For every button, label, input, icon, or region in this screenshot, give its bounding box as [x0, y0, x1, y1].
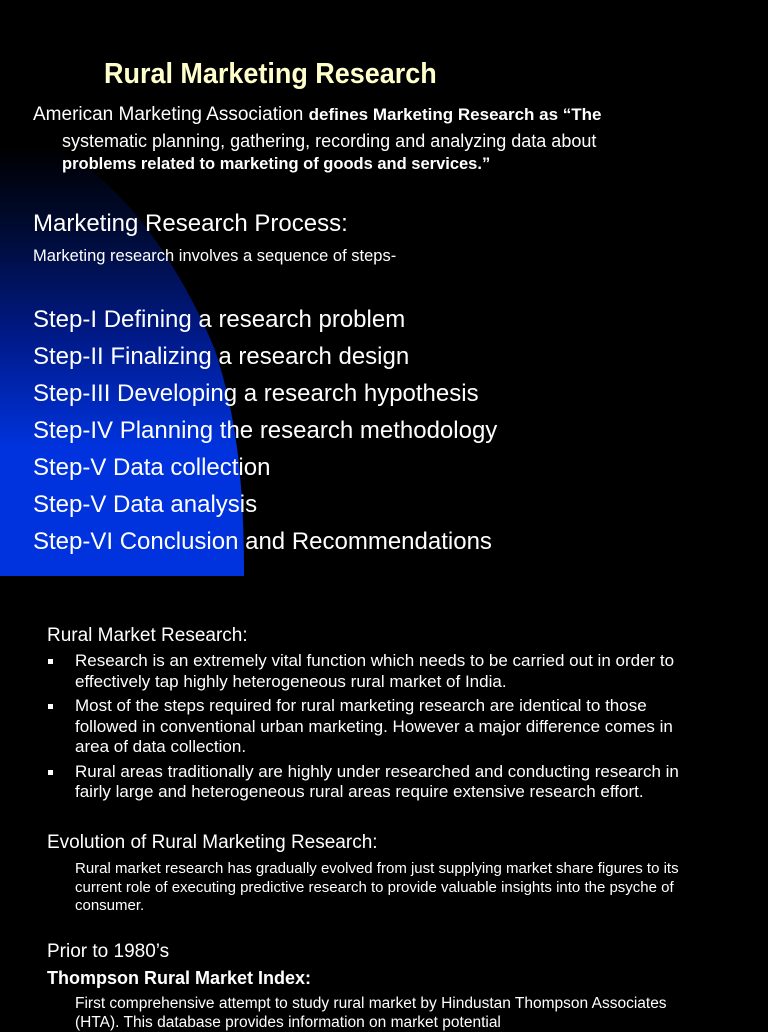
prior-heading: Prior to 1980’s [47, 941, 170, 962]
definition-line-3: problems related to marketing of goods and services.” [62, 155, 491, 173]
bullet-item [47, 696, 707, 758]
definition-lead-text: American Marketing Association [33, 104, 309, 125]
definition-quote-start: defines Marketing Research as “The [308, 105, 602, 124]
step-item: Step-I Defining a research problem [33, 306, 406, 333]
bullet-text: Most of the steps required for rural marketing research are identical to those followed in conventional urban marketing. However a major difference comes in area of data collection. [75, 696, 673, 756]
definition-line-1 [33, 104, 602, 126]
thompson-index-body: First comprehensive attempt to study rural market by Hindustan Thompson Associates (HTA). This database provides information on market potential [75, 995, 667, 1031]
rural-market-research-bullets [47, 651, 707, 807]
process-subheading: Marketing research involves a sequence of steps- [33, 247, 397, 265]
evolution-body: Rural market research has gradually evolved from just supplying market share figures to its current role of executing predictive research to provide valuable insights into the psyche of consumer. [75, 860, 679, 914]
step-item: Step-VI Conclusion and Recommendations [33, 528, 492, 555]
bullet-item [47, 762, 707, 803]
square-bullet-icon [48, 659, 53, 664]
bullet-text: Research is an extremely vital function which needs to be carried out in order to effectively tap highly heterogeneous rural market of India. [75, 651, 675, 691]
process-steps-list [33, 301, 497, 560]
rural-market-research-heading: Rural Market Research: [47, 625, 248, 646]
square-bullet-icon [48, 704, 53, 709]
step-item: Step-III Developing a research hypothesis [33, 380, 479, 407]
evolution-heading: Evolution of Rural Marketing Research: [47, 832, 378, 853]
step-item: Step-II Finalizing a research design [33, 343, 410, 370]
bullet-text: Rural areas traditionally are highly under researched and conducting research in fairly large and heterogeneous rural areas require extensive research effort. [75, 761, 679, 801]
thompson-index-heading: Thompson Rural Market Index: [47, 968, 312, 988]
page-title: Rural Marketing Research [104, 58, 437, 90]
square-bullet-icon [48, 770, 53, 775]
step-item: Step-V Data analysis [33, 491, 258, 518]
process-heading: Marketing Research Process: [33, 210, 348, 237]
step-item: Step-V Data collection [33, 454, 271, 481]
bullet-item [47, 651, 707, 692]
definition-line-2: systematic planning, gathering, recording and analyzing data about [62, 131, 597, 151]
step-item: Step-IV Planning the research methodology [33, 417, 498, 444]
